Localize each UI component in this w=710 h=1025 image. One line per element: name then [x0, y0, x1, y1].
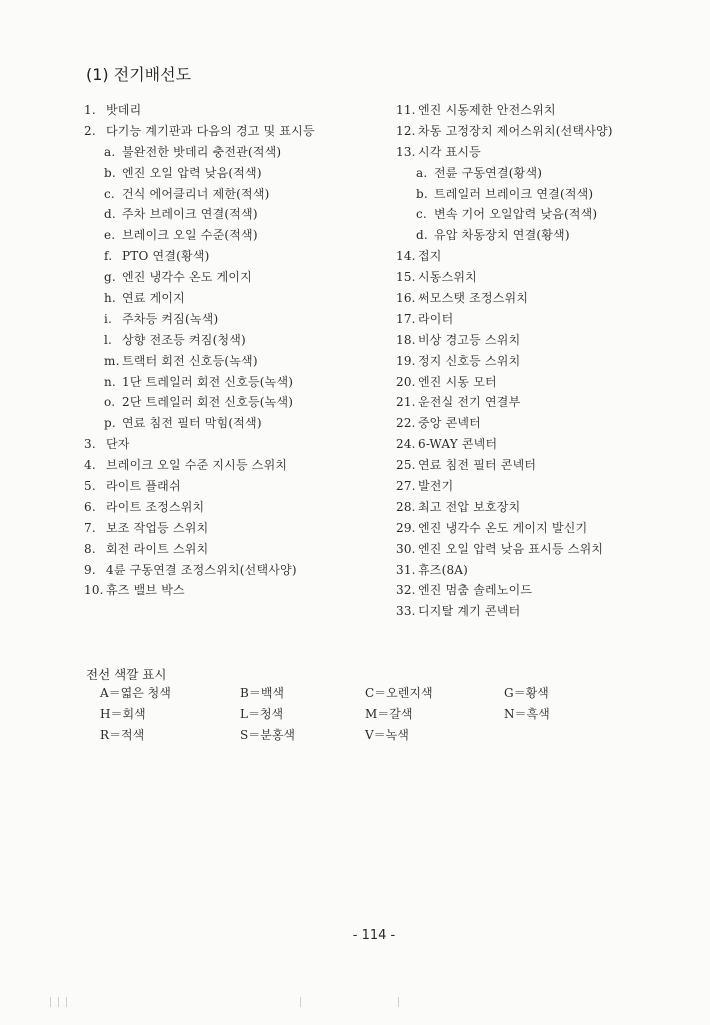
- item-text: 연료 침전 필터 막힘(적색): [122, 416, 262, 431]
- item-text: 엔진 시동제한 안전스위치: [418, 103, 556, 117]
- item-text: 엔진 냉각수 온도 게이지: [122, 270, 252, 285]
- item-number: 22.: [396, 416, 416, 431]
- item-number: 5.: [84, 479, 96, 494]
- list-item: [84, 539, 384, 560]
- item-number: m.: [104, 353, 120, 368]
- list-subitem: [84, 330, 384, 351]
- item-number: h.: [104, 291, 116, 306]
- item-text: 변속 기어 오일압력 낮음(적색): [434, 207, 598, 222]
- item-number: 17.: [396, 311, 416, 326]
- item-number: p.: [104, 416, 116, 431]
- item-number: c.: [104, 186, 115, 201]
- list-subitem: [84, 184, 384, 205]
- item-text: 트랙터 회전 신호등(녹색): [122, 353, 258, 368]
- item-text: 보조 작업등 스위치: [106, 520, 209, 535]
- list-item: [396, 476, 696, 497]
- item-text: 불완전한 밧데리 충전관(적색): [122, 144, 282, 159]
- item-number: a.: [416, 165, 428, 180]
- list-item: [396, 580, 696, 601]
- legend-entry: B＝백색: [240, 686, 285, 700]
- item-number: 15.: [396, 270, 416, 285]
- item-text: 라이트 플래쉬: [106, 479, 181, 494]
- list-subitem: [84, 413, 384, 434]
- legend-entry: S＝분홍색: [240, 728, 295, 742]
- legend-entry: A＝엷은 청색: [100, 686, 171, 700]
- item-number: 11.: [396, 103, 416, 117]
- parts-list-left: [84, 100, 384, 601]
- item-number: 14.: [396, 249, 416, 264]
- list-subitem: [396, 163, 696, 184]
- item-text: 엔진 오일 압력 낮음 표시등 스위치: [418, 541, 604, 556]
- item-text: 연료 침전 필터 콘넥터: [418, 458, 537, 473]
- item-text: 브레이크 오일 수준(적색): [122, 228, 258, 243]
- list-subitem: [84, 372, 384, 393]
- item-number: 29.: [396, 520, 416, 535]
- item-number: 10.: [84, 583, 104, 598]
- item-number: 3.: [84, 437, 96, 452]
- item-text: 중앙 콘넥터: [418, 416, 481, 431]
- item-number: f.: [104, 249, 113, 264]
- list-item: [396, 455, 696, 476]
- legend-entry: H＝회색: [100, 707, 146, 721]
- item-number: 20.: [396, 374, 416, 389]
- item-number: 16.: [396, 291, 416, 306]
- item-text: PTO 연결(황색): [122, 249, 210, 264]
- list-item: [396, 518, 696, 539]
- item-text: 연료 게이지: [122, 291, 185, 306]
- list-item: [396, 539, 696, 560]
- list-item: [396, 413, 696, 434]
- list-item: [396, 267, 696, 288]
- list-subitem: [84, 246, 384, 267]
- item-number: i.: [104, 311, 113, 326]
- list-subitem: [396, 204, 696, 225]
- item-text: 라이트 조정스위치: [106, 499, 205, 514]
- item-number: 7.: [84, 520, 96, 535]
- list-item: [396, 372, 696, 393]
- legend-entry: L＝청색: [240, 707, 284, 721]
- item-text: 4륜 구동연결 조정스위치(선택사양): [106, 562, 297, 577]
- list-item: [84, 434, 384, 455]
- item-number: 30.: [396, 541, 416, 556]
- legend-entry: M＝갈색: [365, 707, 413, 721]
- item-text: 접지: [418, 249, 442, 264]
- list-item: [396, 497, 696, 518]
- item-text: 다기능 계기판과 다음의 경고 및 표시등: [106, 123, 315, 138]
- list-item: [396, 100, 696, 121]
- list-item: [396, 434, 696, 455]
- item-number: 25.: [396, 458, 416, 473]
- list-subitem: [396, 225, 696, 246]
- item-number: g.: [104, 270, 116, 285]
- item-number: 4.: [84, 458, 96, 473]
- item-text: 운전실 전기 연결부: [418, 395, 521, 410]
- item-number: 13.: [396, 144, 416, 159]
- item-text: 트레일러 브레이크 연결(적색): [434, 186, 594, 201]
- item-text: 차동 고정장치 제어스위치(선택사양): [418, 123, 613, 138]
- item-text: 엔진 오일 압력 낮음(적색): [122, 165, 262, 180]
- item-text: 발전기: [418, 479, 454, 494]
- item-text: 시동스위치: [418, 270, 477, 285]
- item-text: 써모스탯 조정스위치: [418, 291, 529, 306]
- list-subitem: [84, 204, 384, 225]
- list-item: [396, 392, 696, 413]
- item-text: 라이터: [418, 311, 454, 326]
- wire-color-legend-title: 전선 색깔 표시: [86, 667, 167, 682]
- item-number: 1.: [84, 103, 96, 117]
- item-number: n.: [104, 374, 116, 389]
- item-text: 최고 전압 보호장치: [418, 499, 521, 514]
- item-number: 12.: [396, 123, 416, 138]
- item-text: 단자: [106, 437, 130, 452]
- item-text: 시각 표시등: [418, 144, 481, 159]
- item-text: 전륜 구동연결(황색): [434, 165, 543, 180]
- item-number: 31.: [396, 562, 416, 577]
- item-text: 주차 브레이크 연결(적색): [122, 207, 258, 222]
- list-item: [396, 309, 696, 330]
- item-text: 엔진 시동 모터: [418, 374, 497, 389]
- list-item: [396, 142, 696, 163]
- item-number: 8.: [84, 541, 96, 556]
- section-title: (1) 전기배선도: [86, 65, 192, 84]
- item-number: 32.: [396, 583, 416, 598]
- item-number: 24.: [396, 437, 416, 452]
- list-item: [84, 560, 384, 581]
- item-text: 2단 트레일러 회전 신호등(녹색): [122, 395, 294, 410]
- item-text: 엔진 멈춤 솔레노이드: [418, 583, 533, 598]
- item-text: 유압 차동장치 연결(황색): [434, 228, 570, 243]
- item-text: 디지탈 계기 콘넥터: [418, 604, 521, 619]
- legend-entry: V＝녹색: [365, 728, 409, 742]
- item-text: 상향 전조등 켜짐(청색): [122, 332, 246, 347]
- list-subitem: [84, 267, 384, 288]
- list-subitem: [84, 351, 384, 372]
- list-subitem: [84, 142, 384, 163]
- list-item: [84, 518, 384, 539]
- item-number: 21.: [396, 395, 416, 410]
- item-number: l.: [104, 332, 113, 347]
- list-item: [396, 351, 696, 372]
- list-item: [396, 601, 696, 622]
- list-item: [84, 100, 384, 121]
- scan-artifact: [300, 997, 301, 1007]
- item-number: 2.: [84, 123, 96, 138]
- legend-entry: N＝흑색: [504, 707, 550, 721]
- list-item: [396, 288, 696, 309]
- item-text: 엔진 냉각수 온도 게이지 발신기: [418, 520, 588, 535]
- item-text: 휴즈 밸브 박스: [106, 583, 185, 598]
- item-number: e.: [104, 228, 116, 243]
- list-subitem: [84, 309, 384, 330]
- legend-entry: R＝적색: [100, 728, 145, 742]
- item-text: 밧데리: [106, 103, 142, 117]
- item-number: 33.: [396, 604, 416, 619]
- item-text: 휴즈(8A): [418, 562, 469, 577]
- item-number: d.: [104, 207, 116, 222]
- item-number: 18.: [396, 332, 416, 347]
- item-text: 주차등 켜짐(녹색): [122, 311, 219, 326]
- scan-artifact: [58, 997, 59, 1007]
- list-item: [84, 476, 384, 497]
- item-number: 9.: [84, 562, 96, 577]
- list-item: [84, 121, 384, 142]
- legend-entry: G＝황색: [504, 686, 549, 700]
- item-text: 6-WAY 콘넥터: [418, 437, 498, 452]
- item-text: 건식 에어클리너 제한(적색): [122, 186, 270, 201]
- item-number: 27.: [396, 479, 416, 494]
- list-subitem: [84, 288, 384, 309]
- item-text: 브레이크 오일 수준 지시등 스위치: [106, 458, 288, 473]
- legend-entry: C＝오렌지색: [365, 686, 433, 700]
- item-number: 28.: [396, 499, 416, 514]
- item-text: 1단 트레일러 회전 신호등(녹색): [122, 374, 294, 389]
- item-number: c.: [416, 207, 427, 222]
- page-number: - 114 -: [352, 928, 396, 943]
- item-text: 회전 라이트 스위치: [106, 541, 209, 556]
- list-subitem: [84, 163, 384, 184]
- item-text: 비상 경고등 스위치: [418, 332, 521, 347]
- scan-artifact: [50, 997, 51, 1007]
- item-number: o.: [104, 395, 116, 410]
- scan-artifact: [66, 997, 67, 1007]
- item-number: b.: [104, 165, 116, 180]
- item-text: 정지 신호등 스위치: [418, 353, 521, 368]
- list-item: [396, 121, 696, 142]
- list-subitem: [84, 392, 384, 413]
- parts-list-right: [396, 100, 696, 622]
- item-number: 19.: [396, 353, 416, 368]
- item-number: 6.: [84, 499, 96, 514]
- list-item: [84, 580, 384, 601]
- list-item: [84, 455, 384, 476]
- item-number: b.: [416, 186, 428, 201]
- list-subitem: [396, 184, 696, 205]
- item-number: a.: [104, 144, 116, 159]
- item-number: d.: [416, 228, 428, 243]
- scan-artifact: [398, 997, 399, 1007]
- list-subitem: [84, 225, 384, 246]
- list-item: [396, 330, 696, 351]
- list-item: [84, 497, 384, 518]
- list-item: [396, 246, 696, 267]
- list-item: [396, 560, 696, 581]
